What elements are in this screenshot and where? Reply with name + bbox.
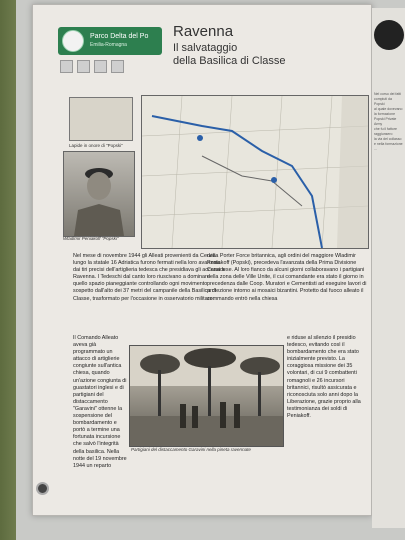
partisans-photo [129, 345, 284, 447]
story-text-intro: Nel mese di novembre 1944 gli Alleati provenienti da Cervia lungo la statale 16 Adriatica furono fermati nella loro avanzata dai tiri precisi dell'artiglieria tedesca che presidiava gli accessi a Ravenna. I Tedeschi dal canto loro riuscivano a dominare quello spazio pianeggiante controllando ogni movimento sospetto dall'alto dei 37 metri del campanile della Basilica di Classe, trasformato per l'occasione in osservatorio militare. [73, 253, 225, 302]
partner-logo-icon [94, 60, 107, 73]
film-reel-icon [374, 20, 404, 50]
information-panel [32, 4, 372, 516]
partner-logo-icon [111, 60, 124, 73]
portrait-drawing [64, 152, 134, 236]
memorial-plaque-image [69, 97, 133, 141]
park-region: Emilia-Romagna [90, 42, 127, 48]
page-title: Ravenna [173, 23, 234, 40]
peniakoff-portrait [63, 151, 135, 237]
portrait-caption: Wladimir Peniakoff "Popski" [63, 236, 119, 241]
adjacent-sign-panel [372, 8, 405, 528]
partner-logo-icon [77, 60, 90, 73]
park-name: Parco Delta del Po [90, 33, 149, 40]
photo-drawing [130, 346, 283, 446]
partner-logo-icon [60, 60, 73, 73]
photo-caption: Partigiani del distaccamento Garavini nella pineta ravennate [131, 447, 251, 452]
bolt-icon [36, 482, 49, 495]
story-text-col2-top: della Porter Force britannica, agli ordini del maggiore Wladimir Peniakoff (Popski), precedeva l'avanzata della Prima Divisione Canadese. Al loro fianco da alcuni giorni collaboravano i partigiani della zona delle Ville Unite, il cui comandante era stato il giorno in precedenza dalle Coop. Muratori e Cementisti ad eseguire lavori di protezione intorno ai mosaici bizantini. Protetto dal fuoco alleato il commando entrò nella chiesa [207, 253, 367, 302]
historical-map [141, 95, 369, 249]
adjacent-sign-text: Nel corso dei fatti compiuti da Popski al quale dovevano la formazione Popski Private Army che fu il fattore raggiunsero la via del collasso e nella formazione ... [374, 92, 403, 151]
page-subtitle: Il salvataggio della Basilica di Classe [173, 42, 286, 67]
plaque-caption: Lapide in onore di "Popski" [69, 143, 123, 148]
map-drawing [142, 96, 368, 248]
story-text-col1: Il Comando Alleato aveva già programmato un attacco di artiglierie congiunte sull'antica chiesa, quando un'azione congiunta di guastatori inglesi e di partigiani del distaccamento "Garavini" ottenne la sospensione del bombardamento e portò a termine una fortunata incursione che salvò l'integrità della basilica. Nella notte del 19 novembre 1944 un reparto [73, 335, 127, 469]
story-text-col2-bottom: e riduse al silenzio il presidio tedesco, evitando così il bombardamento che era stato inizialmente previsto. La coraggiosa missione dei 35 volontari, di cui 9 combattenti romagnoli e 26 incursori britannici, risultò assicurata e riconosciuta solo anni dopo la Liberazione, grazie proprio alla testimonianza dei soldi di Peniakoff. [287, 335, 361, 420]
park-logo-icon [62, 30, 84, 52]
park-logo-badge [58, 27, 162, 55]
partner-logos [60, 60, 160, 88]
